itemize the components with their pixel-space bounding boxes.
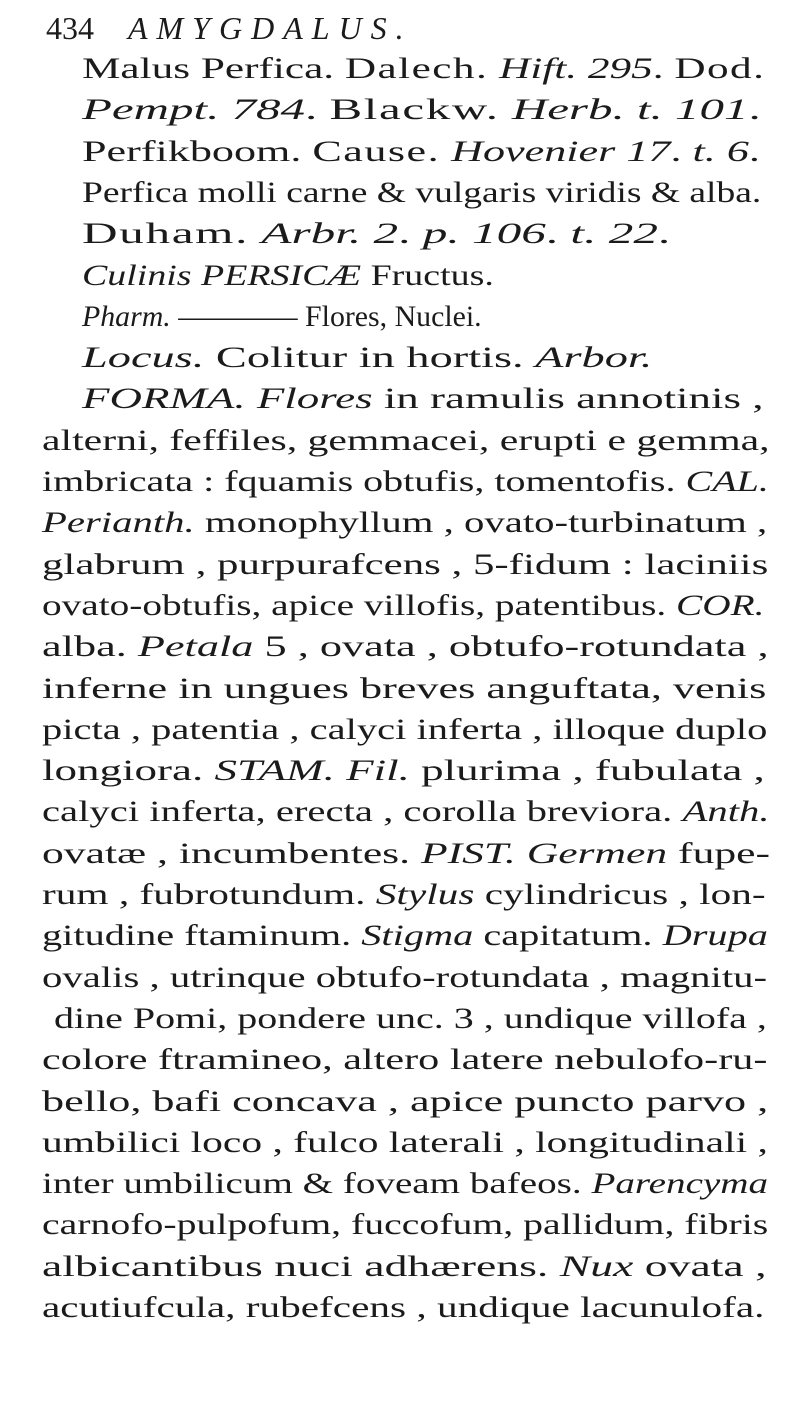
text-segment xyxy=(361,217,373,250)
text-segment: Fructus. xyxy=(361,258,494,292)
text-line xyxy=(42,790,770,833)
text-segment: Perianth. xyxy=(42,506,195,540)
text-segment: ovatæ , incumbentes. xyxy=(42,836,421,870)
text-segment: t. xyxy=(692,134,716,168)
text-segment: Flores xyxy=(256,382,373,416)
page-header xyxy=(46,8,766,48)
text-segment xyxy=(625,93,637,126)
text-segment: Hift. xyxy=(499,52,578,85)
text-segment: colore ftramineo, altero latere nebulofo-ru- xyxy=(42,1043,768,1077)
text-line xyxy=(42,708,767,751)
text-line xyxy=(42,1121,768,1164)
text-segment: 6 xyxy=(726,134,749,168)
text-segment: t. xyxy=(636,93,663,127)
text-segment: Herb. xyxy=(511,93,625,127)
text-line xyxy=(42,749,765,792)
text-line xyxy=(82,130,760,173)
text-segment: Nux xyxy=(559,1249,634,1283)
text-segment: carnofo-pulpofum, fuccofum, pallidum, fibris xyxy=(42,1208,769,1242)
text-segment: picta , patentia , calyci inferta , illoque duplo xyxy=(42,712,768,746)
text-line xyxy=(42,1162,768,1205)
text-segment: Parencyma xyxy=(591,1167,769,1201)
text-segment: . xyxy=(652,52,675,85)
text-segment: Culinis PERSICÆ xyxy=(82,258,362,292)
text-segment: plurima , fubulata , xyxy=(409,754,765,788)
text-segment: Perfikboom. xyxy=(82,134,313,168)
text-line xyxy=(42,914,768,957)
text-segment: Locus. xyxy=(82,341,205,375)
text-segment: umbilici loco , fulco laterali , longitudinali , xyxy=(42,1125,768,1159)
text-segment: ovata , xyxy=(633,1249,767,1283)
text-segment: . xyxy=(545,217,571,251)
text-segment: Petala xyxy=(137,630,254,664)
text-segment: inferne in ungues breves anguftata, venis xyxy=(42,671,767,705)
text-segment: alba. xyxy=(42,630,138,664)
text-segment: cylindricus , lon- xyxy=(474,878,766,911)
text-line xyxy=(42,625,769,668)
text-segment: 2 xyxy=(373,217,399,251)
text-segment: Arbor. xyxy=(535,341,653,375)
text-segment xyxy=(440,135,451,168)
text-segment: Stigma xyxy=(361,919,474,953)
text-segment: Duham. xyxy=(82,217,250,251)
text-line xyxy=(82,254,494,297)
text-line xyxy=(42,501,767,544)
text-line xyxy=(82,171,761,214)
text-segment: in ramulis annotinis , xyxy=(372,382,764,416)
text-line xyxy=(54,997,767,1040)
text-segment: . xyxy=(657,217,671,251)
page-number: 434 xyxy=(46,10,94,46)
text-line xyxy=(42,543,768,586)
text-segment xyxy=(219,93,231,126)
text-segment: . xyxy=(748,93,761,127)
text-line xyxy=(42,419,770,462)
text-line xyxy=(82,377,764,420)
text-segment: 784 xyxy=(231,93,306,127)
text-segment: Blackw. xyxy=(329,93,500,127)
text-segment: STAM. Fil. xyxy=(214,754,410,788)
text-segment: 5 , ovata , obtufo-rotundata , xyxy=(253,630,769,664)
text-segment: longiora. xyxy=(42,754,215,788)
text-line xyxy=(82,336,652,379)
text-segment xyxy=(615,135,626,168)
text-line xyxy=(42,1080,768,1123)
text-segment: alterni, feffiles, gemmacei, erupti e gemma, xyxy=(42,423,770,457)
text-segment: Hovenier xyxy=(451,134,616,168)
text-segment: . xyxy=(670,134,693,168)
text-line xyxy=(82,88,761,131)
text-segment: 17 xyxy=(626,134,671,168)
text-segment: rum , fubrotundum. xyxy=(42,878,376,911)
text-segment: 106 xyxy=(471,217,546,251)
text-segment: 22 xyxy=(608,217,658,251)
text-segment xyxy=(596,217,608,250)
text-segment xyxy=(500,93,512,126)
text-segment: 101 xyxy=(675,93,749,127)
text-segment: COR. xyxy=(676,588,765,622)
text-segment: capitatum. xyxy=(473,919,663,953)
text-segment: PIST. Germen xyxy=(420,836,668,870)
text-segment: glabrum , purpurafcens , 5-fidum : laciniis xyxy=(42,547,769,581)
text-line xyxy=(42,460,769,503)
text-segment: Anth. xyxy=(682,795,770,829)
text-segment: . xyxy=(748,134,760,168)
text-segment: bello, bafi concava , apice puncto parvo , xyxy=(42,1084,769,1118)
text-segment: Colitur in hortis. xyxy=(204,341,536,375)
text-line xyxy=(42,873,766,916)
text-line xyxy=(42,1203,768,1246)
text-line xyxy=(42,1286,764,1329)
text-segment: Dod. xyxy=(674,52,766,85)
text-segment: albicantibus nuci adhærens. xyxy=(42,1249,560,1283)
text-segment: ———— Flores, Nuclei. xyxy=(170,299,482,333)
text-segment: Dalech. xyxy=(344,52,489,85)
text-segment: Pharm. xyxy=(82,299,171,333)
text-segment xyxy=(488,52,499,85)
text-segment: calyci inferta, erecta , corolla breviora. xyxy=(42,795,683,829)
text-segment: ovalis , utrinque obtufo-rotundata , magnitu- xyxy=(42,960,768,994)
text-segment: FORMA. xyxy=(82,382,246,416)
text-segment: dine Pomi, pondere unc. 3 , undique villofa , xyxy=(54,1001,767,1035)
text-line xyxy=(82,295,482,338)
text-segment: CAL. xyxy=(685,465,769,498)
text-line xyxy=(82,212,670,255)
text-segment xyxy=(460,217,472,250)
text-segment xyxy=(249,217,261,250)
text-segment xyxy=(577,52,588,85)
text-segment: gitudine ftaminum. xyxy=(42,919,362,953)
text-segment: Pempt. xyxy=(82,93,220,127)
running-title: AMYGDALUS. xyxy=(128,10,413,46)
text-segment xyxy=(246,382,257,415)
text-line xyxy=(42,584,764,627)
text-line xyxy=(42,956,767,999)
text-segment: Stylus xyxy=(375,878,475,911)
text-segment: imbricata : fquamis obtufis, tomentofis. xyxy=(42,465,686,498)
text-segment: Arbr. xyxy=(261,217,362,251)
text-segment: . xyxy=(305,93,330,127)
text-segment: t. xyxy=(570,217,597,251)
text-segment: Cause. xyxy=(312,134,441,168)
text-segment xyxy=(663,93,675,126)
text-line xyxy=(42,667,766,710)
text-segment: Perfica molli carne & vulgaris viridis & alba. xyxy=(82,175,762,209)
text-segment: acutiufcula, rubefcens , undique lacunulofa. xyxy=(42,1291,765,1324)
text-segment: p. xyxy=(422,217,460,251)
text-segment: 295 xyxy=(587,52,653,85)
text-line xyxy=(42,832,770,875)
text-segment: monophyllum , ovato-turbinatum , xyxy=(194,506,768,540)
text-segment: inter umbilicum & foveam bafeos. xyxy=(42,1167,592,1201)
text-line xyxy=(82,47,765,90)
text-segment: fupe- xyxy=(667,836,771,870)
text-line xyxy=(42,1245,767,1288)
text-segment: . xyxy=(398,217,423,251)
text-segment: ovato-obtufis, apice villofis, patentibus. xyxy=(42,588,677,622)
text-segment: Drupa xyxy=(662,919,768,953)
text-segment: Malus Perfica. xyxy=(82,52,345,85)
text-line xyxy=(42,1038,767,1081)
